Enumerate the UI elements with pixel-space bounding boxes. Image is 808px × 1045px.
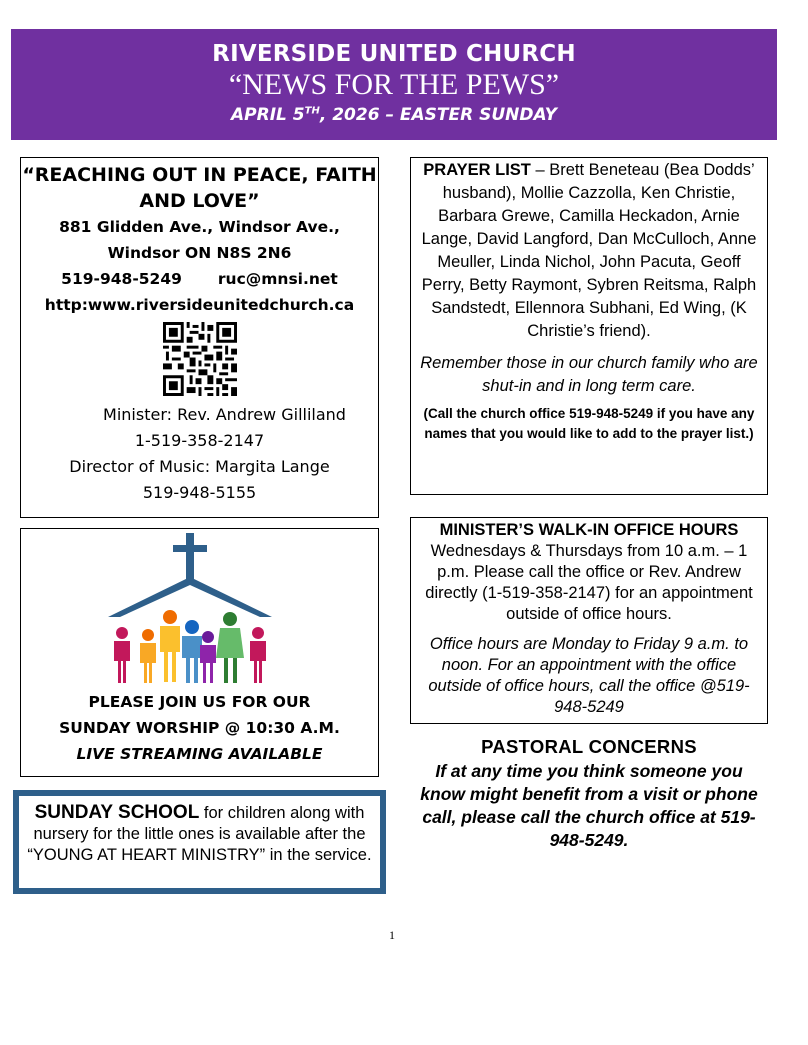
page-number: 1 xyxy=(389,928,395,942)
newsletter-title: “NEWS FOR THE PEWS” xyxy=(228,68,560,101)
worship-box xyxy=(20,528,379,777)
address-line-2: Windsor ON N8S 2N6 xyxy=(107,244,292,262)
church-name: RIVERSIDE UNITED CHURCH xyxy=(212,41,576,67)
office-hours-box xyxy=(410,517,768,724)
pastoral-concerns xyxy=(414,736,764,852)
address-line-1: 881 Glidden Ave., Windsor Ave., xyxy=(59,218,340,236)
church-info-box xyxy=(20,157,379,518)
prayer-call-note: (Call the church office 519-948-5249 if you have any names that you would like to add to the prayer list.) xyxy=(423,406,755,441)
office-hours-body: Wednesdays & Thursdays from 10 a.m. – 1 p.m. Please call the office or Rev. Andrew directly (1-519-358-2147) for an appointment outside of office hours. xyxy=(425,542,753,623)
church-motto: “REACHING OUT IN PEACE, FAITH AND LOVE” xyxy=(22,164,377,212)
minister-phone: 1-519-358-2147 xyxy=(134,431,265,450)
qr-code-icon xyxy=(163,322,237,396)
prayer-list-heading: PRAYER LIST xyxy=(423,161,531,179)
church-phone: 519-948-5249 xyxy=(61,270,182,288)
sunday-school-box xyxy=(13,790,386,894)
prayer-list-box xyxy=(410,157,768,495)
sunday-school-body: for children along with nursery for the little ones is available after the “YOUNG AT HEART MINISTRY” in the service. xyxy=(27,804,372,864)
sunday-school-heading: SUNDAY SCHOOL xyxy=(34,802,200,823)
minister-name: Minister: Rev. Andrew Gilliland xyxy=(103,405,346,424)
prayer-list xyxy=(415,159,763,343)
pastoral-concerns-heading: PASTORAL CONCERNS xyxy=(481,736,697,757)
office-hours-heading: MINISTER’S WALK-IN OFFICE HOURS xyxy=(439,521,739,539)
worship-invite-line-1: PLEASE JOIN US FOR OUR xyxy=(88,693,311,711)
music-director: Director of Music: Margita Lange xyxy=(69,457,330,476)
contact-line xyxy=(21,266,378,292)
prayer-list-names: – Brett Beneteau (Bea Dodds’ husband), Mollie Cazzolla, Ken Christie, Barbara Grewe, Camilla Heckadon, Arnie Lange, David Langford, Dan McCulloch, Anne Meuller, Linda Nichol, John Pacuta, Geoff Perry, Betty Raymont, Sybren Reitsma, Ralph Sandstedt, Ellennora Subhani, Ed Wing, (K Christie’s friend). xyxy=(421,161,757,340)
worship-invite-line-2: SUNDAY WORSHIP @ 10:30 A.M. xyxy=(59,719,340,737)
live-streaming-note: LIVE STREAMING AVAILABLE xyxy=(76,745,323,763)
church-website[interactable]: http:www.riversideunitedchurch.ca xyxy=(44,296,355,314)
issue-date: APRIL 5TH, 2026 – EASTER SUNDAY xyxy=(231,105,557,125)
music-director-phone: 519-948-5155 xyxy=(142,483,257,502)
newsletter-banner xyxy=(11,29,777,140)
church-family-icon xyxy=(21,529,378,689)
prayer-remember-note: Remember those in our church family who are shut-in and in long term care. xyxy=(420,354,758,395)
office-hours-schedule: Office hours are Monday to Friday 9 a.m. to noon. For an appointment with the office outside of office hours, call the office @519-948-5249 xyxy=(428,635,750,716)
church-email[interactable]: ruc@mnsi.net xyxy=(217,270,338,288)
pastoral-concerns-body: If at any time you think someone you know might benefit from a visit or phone call, please call the church office at 519-948-5249. xyxy=(420,761,758,850)
